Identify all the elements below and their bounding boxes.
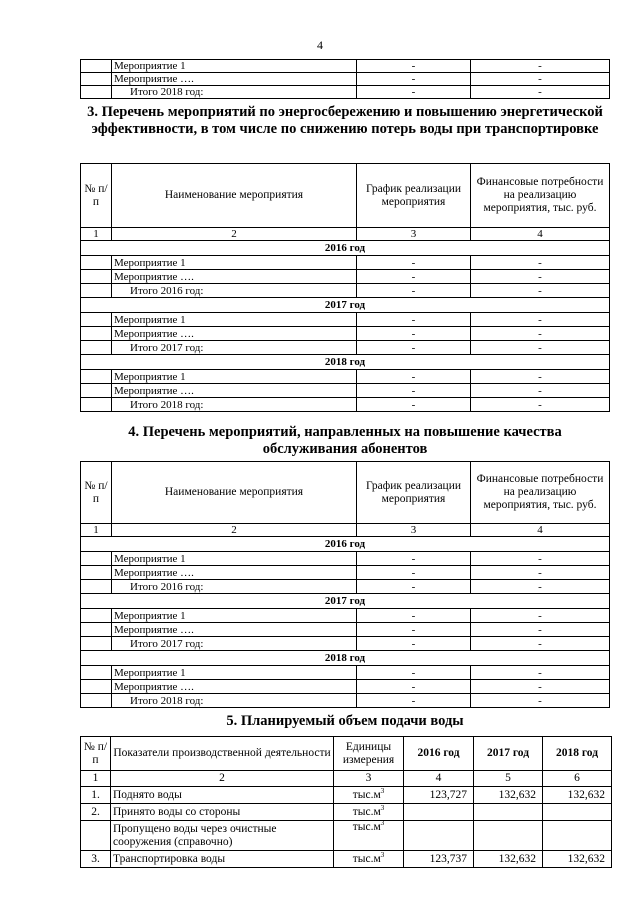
header-finance: Финансовые потребности на реализацию мероприятия, тыс. руб.	[471, 164, 610, 228]
schedule-cell: -	[357, 73, 471, 86]
schedule-cell: -	[357, 313, 471, 327]
schedule-cell: -	[357, 637, 471, 651]
section-4-title: 4. Перечень мероприятий, направленных на повышение качества обслуживания абонентов	[128, 424, 562, 457]
finance-cell: -	[471, 60, 610, 73]
event-name: Мероприятие ….	[112, 680, 357, 694]
unit-text: тыс.м	[352, 788, 381, 801]
year-row: 2017 год	[81, 298, 610, 313]
page-number: 4	[317, 38, 323, 52]
header-name: Наименование мероприятия	[112, 462, 357, 524]
event-name: Мероприятие ….	[112, 566, 357, 580]
value-2016: 123,727	[404, 787, 474, 804]
row-unit	[334, 804, 404, 821]
year-row: 2018 год	[81, 651, 610, 666]
section-4-table	[80, 461, 610, 708]
schedule-cell: -	[357, 256, 471, 270]
col-number: 3	[357, 228, 471, 241]
unit-sup: 3	[380, 850, 385, 859]
finance-cell: -	[471, 666, 610, 680]
finance-cell: -	[471, 552, 610, 566]
total-label: Итого 2018 год:	[112, 398, 357, 412]
row-unit	[334, 851, 404, 868]
finance-cell: -	[471, 694, 610, 708]
section-3-title: 3. Перечень мероприятий по энергосбережению и повышению энергетической эффективности, в том числе по снижению потерь воды при транспортировке	[87, 104, 603, 137]
event-name: Мероприятие 1	[112, 60, 357, 73]
header-name: Наименование мероприятия	[112, 164, 357, 228]
year-row: 2016 год	[81, 537, 610, 552]
finance-cell: -	[471, 313, 610, 327]
col-number: 5	[474, 771, 543, 787]
schedule-cell: -	[357, 623, 471, 637]
total-label: Итого 2018 год:	[112, 694, 357, 708]
value-2016: 123,737	[404, 851, 474, 868]
value-2018	[543, 821, 612, 851]
schedule-cell: -	[357, 270, 471, 284]
event-name: Мероприятие 1	[112, 370, 357, 384]
value-2016	[404, 804, 474, 821]
finance-cell: -	[471, 86, 610, 99]
finance-cell: -	[471, 623, 610, 637]
row-num: 3.	[81, 851, 111, 868]
finance-cell: -	[471, 256, 610, 270]
col-number: 2	[112, 524, 357, 537]
value-2017: 132,632	[474, 787, 543, 804]
row-name: Пропущено воды через очистные сооружения (справочно)	[111, 821, 334, 851]
col-number: 4	[471, 228, 610, 241]
schedule-cell: -	[357, 552, 471, 566]
event-name: Мероприятие ….	[112, 384, 357, 398]
event-name: Мероприятие ….	[112, 73, 357, 86]
value-2016	[404, 821, 474, 851]
section-5-table	[80, 736, 612, 868]
header-schedule: График реализации мероприятия	[357, 164, 471, 228]
schedule-cell: -	[357, 609, 471, 623]
row-name: Поднято воды	[111, 787, 334, 804]
col-number: 1	[81, 524, 112, 537]
unit-sup: 3	[380, 803, 385, 812]
row-unit	[334, 821, 404, 851]
schedule-cell: -	[357, 398, 471, 412]
finance-cell: -	[471, 341, 610, 355]
finance-cell: -	[471, 580, 610, 594]
schedule-cell: -	[357, 341, 471, 355]
schedule-cell: -	[357, 566, 471, 580]
finance-cell: -	[471, 370, 610, 384]
unit-sup: 3	[380, 819, 385, 828]
schedule-cell: -	[357, 384, 471, 398]
event-name: Мероприятие 1	[112, 256, 357, 270]
schedule-cell: -	[357, 694, 471, 708]
total-label: Итого 2017 год:	[112, 637, 357, 651]
schedule-cell: -	[357, 666, 471, 680]
schedule-cell: -	[357, 86, 471, 99]
col-number: 2	[112, 228, 357, 241]
total-label: Итого 2016 год:	[112, 284, 357, 298]
col-number: 2	[111, 771, 334, 787]
finance-cell: -	[471, 384, 610, 398]
col-number: 4	[471, 524, 610, 537]
unit-text: тыс.м	[352, 821, 381, 833]
event-name: Мероприятие 1	[112, 609, 357, 623]
finance-cell: -	[471, 398, 610, 412]
continuation-table	[80, 59, 610, 99]
year-row: 2018 год	[81, 355, 610, 370]
finance-cell: -	[471, 327, 610, 341]
unit-text: тыс.м	[352, 805, 381, 818]
finance-cell: -	[471, 566, 610, 580]
total-label: Итого 2018 год:	[112, 86, 357, 99]
col-number: 1	[81, 771, 111, 787]
value-2017: 132,632	[474, 851, 543, 868]
col-number: 1	[81, 228, 112, 241]
schedule-cell: -	[357, 327, 471, 341]
schedule-cell: -	[357, 60, 471, 73]
finance-cell: -	[471, 680, 610, 694]
event-name: Мероприятие ….	[112, 327, 357, 341]
event-name: Мероприятие 1	[112, 313, 357, 327]
event-name: Мероприятие 1	[112, 552, 357, 566]
value-2018: 132,632	[543, 787, 612, 804]
year-row: 2017 год	[81, 594, 610, 609]
col-number: 6	[543, 771, 612, 787]
table-row	[81, 787, 612, 804]
finance-cell: -	[471, 284, 610, 298]
header-num: № п/п	[81, 164, 112, 228]
finance-cell: -	[471, 609, 610, 623]
row-num: 2.	[81, 804, 111, 821]
header-unit: Единицы измерения	[334, 737, 404, 771]
section-5-title: 5. Планируемый объем подачи воды	[226, 713, 464, 729]
row-num	[81, 821, 111, 851]
row-name: Принято воды со стороны	[111, 804, 334, 821]
unit-text: тыс.м	[352, 852, 381, 865]
row-unit	[334, 787, 404, 804]
row-name: Транспортировка воды	[111, 851, 334, 868]
section-3-table	[80, 163, 610, 412]
schedule-cell: -	[357, 370, 471, 384]
table-row	[81, 804, 612, 821]
table-row	[81, 851, 612, 868]
value-2017	[474, 804, 543, 821]
header-2018: 2018 год	[543, 737, 612, 771]
schedule-cell: -	[357, 680, 471, 694]
schedule-cell: -	[357, 580, 471, 594]
finance-cell: -	[471, 637, 610, 651]
header-finance: Финансовые потребности на реализацию мероприятия, тыс. руб.	[471, 462, 610, 524]
finance-cell: -	[471, 270, 610, 284]
unit-sup: 3	[380, 786, 385, 795]
value-2018: 132,632	[543, 851, 612, 868]
total-label: Итого 2016 год:	[112, 580, 357, 594]
finance-cell: -	[471, 73, 610, 86]
table-row	[81, 821, 612, 851]
col-number: 3	[334, 771, 404, 787]
row-num: 1.	[81, 787, 111, 804]
col-number: 4	[404, 771, 474, 787]
year-row: 2016 год	[81, 241, 610, 256]
event-name: Мероприятие ….	[112, 270, 357, 284]
header-schedule: График реализации мероприятия	[357, 462, 471, 524]
event-name: Мероприятие 1	[112, 666, 357, 680]
schedule-cell: -	[357, 284, 471, 298]
header-2016: 2016 год	[404, 737, 474, 771]
header-num: № п/п	[81, 737, 111, 771]
header-indicator: Показатели производственной деятельности	[111, 737, 334, 771]
header-2017: 2017 год	[474, 737, 543, 771]
col-number: 3	[357, 524, 471, 537]
total-label: Итого 2017 год:	[112, 341, 357, 355]
header-num: № п/п	[81, 462, 112, 524]
value-2017	[474, 821, 543, 851]
value-2018	[543, 804, 612, 821]
event-name: Мероприятие ….	[112, 623, 357, 637]
